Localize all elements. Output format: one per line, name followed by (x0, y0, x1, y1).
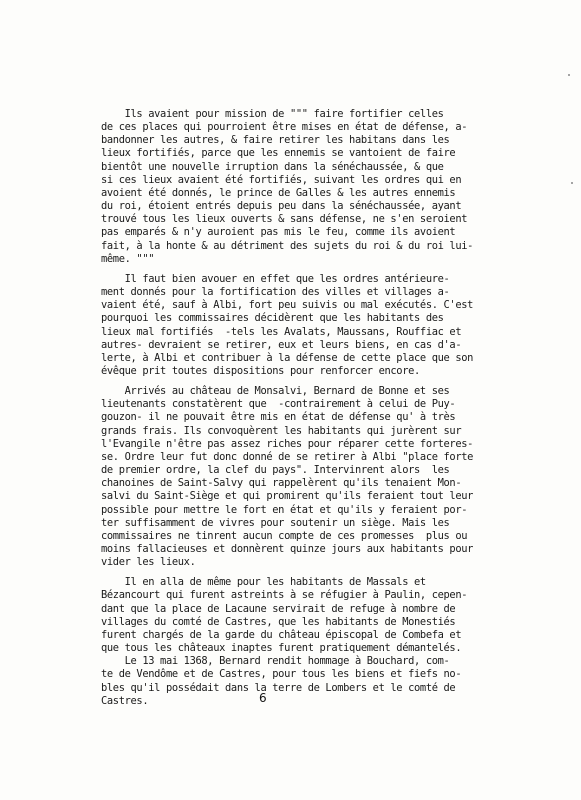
text-line: trouvé tous les lieux ouverts & sans défense, ne s'en seroient (101, 213, 468, 226)
text-line: que tous les châteaux inaptes furent pratiquement démantelés. (101, 642, 462, 655)
paragraph-gap (101, 569, 531, 576)
text-line: autres- devraient se retirer, eux et leurs biens, en cas d'a- (101, 338, 462, 351)
text-line: gouzon- il ne pouvait être mis en état de défense qu' à très (101, 411, 456, 424)
text-line: Ils avaient pour mission de """ faire fortifier celles (101, 108, 444, 120)
page-number: 6 (259, 691, 267, 705)
text-line: bandonner les autres, & faire retirer les habitans dans les (101, 134, 450, 147)
text-line: se. Ordre leur fut donc donné de se retirer à Albi "place forte (101, 450, 474, 463)
text-line: salvi du Saint-Siège et qui promirent qu'ils feraient tout leur (101, 490, 474, 503)
paragraph (101, 385, 531, 569)
text-line: vaient été, sauf à Albi, fort peu suivis ou mal exécutés. C'est (101, 299, 474, 312)
text-line: furent chargés de la garde du château épiscopal de Combefa et (101, 628, 462, 641)
text-line: Bézancourt qui furent astreints à se réfugier à Paulin, cepen- (101, 589, 468, 602)
text-line: ter suffisamment de vivres pour soutenir un siège. Mais les (101, 516, 450, 529)
text-line: de ces places qui pourroient être mises en état de défense, a- (101, 121, 468, 134)
paragraph-gap (101, 266, 531, 273)
text-line: te de Vendôme et de Castres, pour tous les biens et fiefs no- (101, 668, 462, 681)
text-line: Arrivés au château de Monsalvi, Bernard de Bonne et ses (101, 385, 450, 398)
text-line: si ces lieux avaient été fortifiés, suivant les ordres qui en (101, 173, 462, 186)
text-line: Castres. (101, 694, 149, 707)
text-line: pas emparés & n'y auroient pas mis le feu, comme ils avoient (101, 226, 456, 239)
text-line: l'Evangile n'être pas assez riches pour réparer cette forteres- (101, 437, 474, 450)
text-line: moins fallacieuses et donnèrent quinze jours aux habitants pour (101, 543, 474, 555)
text-line: chanoines de Saint-Salvy qui rappelèrent qu'ils tenaient Mon- (101, 477, 462, 490)
document-body (101, 108, 531, 708)
text-line: bientôt une nouvelle irruption dans la sénéchaussée, & que (101, 160, 444, 173)
text-line: commissaires ne tinrent aucun compte de ces promesses plus ou (101, 529, 468, 542)
paragraph-gap (101, 378, 531, 385)
text-line: lerte, à Albi et contribuer à la défense de cette place que son (101, 351, 474, 364)
text-line: fait, à la honte & au détriment des sujets du roi & du roi lui- (101, 239, 474, 252)
text-line: possible pour mettre le fort en état et qu'ils y feraient por- (101, 503, 468, 516)
text-line: grands frais. Ils convoquèrent les habitants qui jurèrent sur (101, 424, 462, 437)
text-line: de premier ordre, la clef du pays". Intervinrent alors les (101, 464, 450, 477)
text-line: villages du comté de Castres, que les habitants de Monestiés (101, 615, 456, 628)
paragraph (101, 273, 531, 378)
text-line: bles qu'il possédait dans la terre de Lombers et le comté de (101, 681, 456, 694)
text-line: Il en alla de même pour les habitants de Massals et (101, 576, 426, 589)
text-line: du roi, étoient entrés depuis peu dans la sénéchaussée, ayant (101, 200, 462, 213)
text-line: lieutenants constatèrent que -contrairement à celui de Puy- (101, 398, 456, 411)
text-line: Il faut bien avouer en effet que les ordres antérieure- (101, 272, 450, 285)
text-line: lieux mal fortifiés -tels les Avalats, Maussans, Rouffiac et (101, 325, 462, 338)
text-line: évêque prit toutes dispositions pour renforcer encore. (101, 364, 420, 377)
text-line: lieux fortifiés, parce que les ennemis se vantoient de faire (101, 147, 456, 160)
text-line: Le 13 mai 1368, Bernard rendit hommage à Bouchard, com- (101, 655, 450, 668)
paragraph (101, 576, 531, 708)
scan-speck (568, 74, 570, 76)
text-line: même. """ (101, 252, 155, 265)
text-line: vider les lieux. (101, 556, 196, 569)
text-line: pourquoi les commissaires décidèrent que les habitants des (101, 312, 444, 325)
text-line: dant que la place de Lacaune servirait de refuge à nombre de (101, 602, 456, 615)
scan-speck (571, 182, 573, 184)
text-line: ment donnés pour la fortification des villes et villages a- (101, 286, 450, 299)
paragraph (101, 108, 531, 266)
text-line: avoient été donnés, le prince de Galles & les autres ennemis (101, 186, 456, 199)
